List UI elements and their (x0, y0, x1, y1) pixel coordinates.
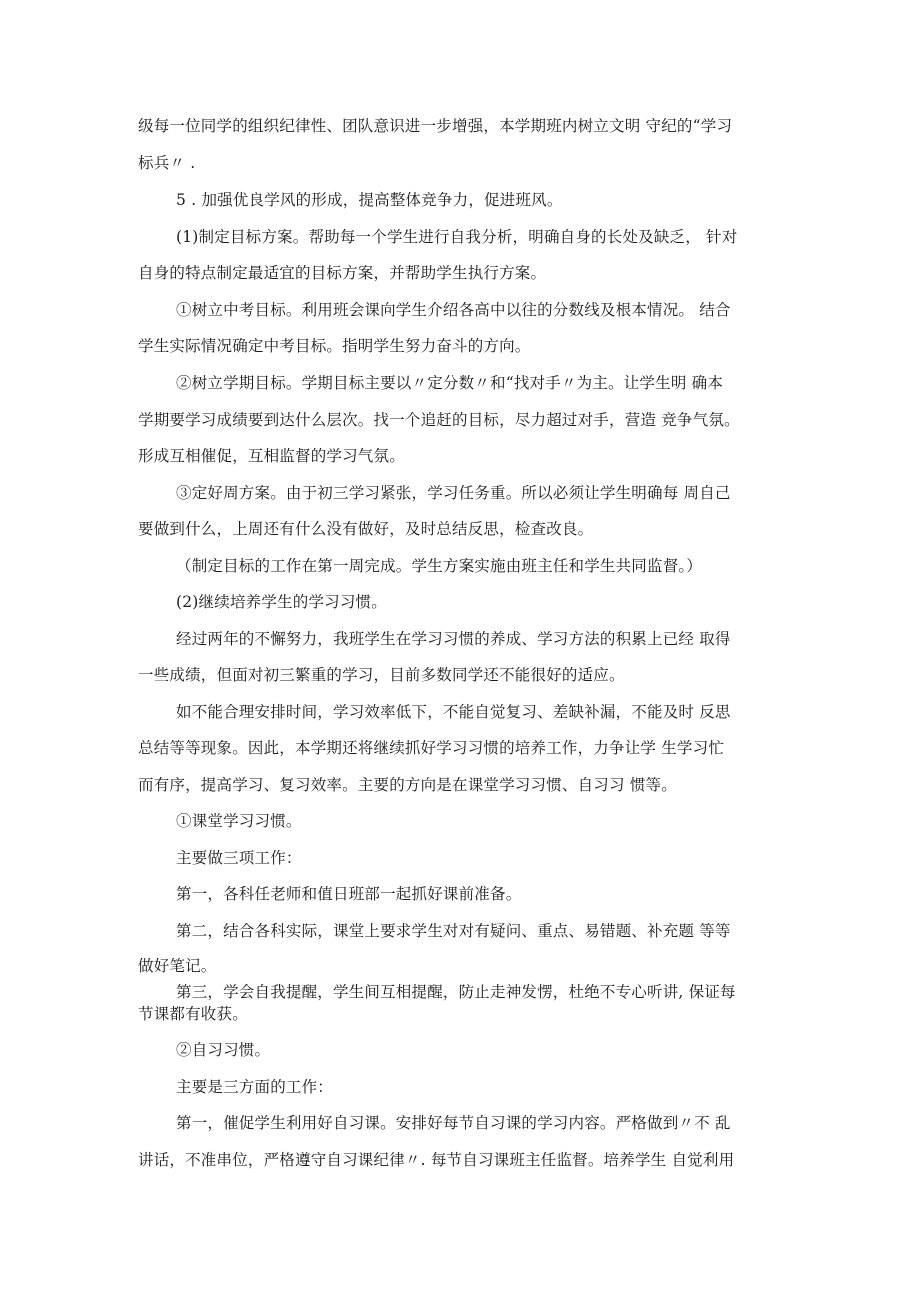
paragraph-line: 一些成绩，但面对初三繁重的学习，目前多数同学还不能很好的适应。 (138, 666, 625, 684)
paragraph-line: 形成互相催促，互相监督的学习气氛。 (138, 447, 405, 465)
paragraph-line: 节课都有收获。 (138, 1005, 248, 1023)
paragraph-line: 经过两年的不懈努力，我班学生在学习习惯的养成、学习方法的积累上已经 取得 (176, 630, 731, 648)
paragraph-line: 级每一位同学的组织纪律性、团队意识进一步增强，本学期班内树立文明 守纪的“学习 (138, 117, 733, 135)
section-heading: 5 . 加强优良学风的形成，提高整体竞争力，促进班风。 (176, 191, 563, 209)
paragraph-line: 第一，各科任老师和值日班部一起抓好课前准备。 (176, 885, 522, 903)
list-item: ①课堂学习习惯。 (176, 812, 302, 830)
subsection-heading: (2)继续培养学生的学习习惯。 (176, 593, 387, 611)
subsection-heading: (1)制定目标方案。帮助每一个学生进行自我分析，明确自身的长处及缺乏， 针对 (176, 228, 738, 246)
list-item: ①树立中考目标。利用班会课向学生介绍各高中以往的分数线及根本情况。 结合 (176, 301, 731, 319)
paragraph-line: 主要是三方面的工作： (176, 1078, 334, 1096)
paragraph-line: 要做到什么，上周还有什么没有做好，及时总结反思，检查改良。 (138, 520, 594, 538)
paragraph-line: 第二，结合各科实际，课堂上要求学生对对有疑问、重点、易错题、补充题 等等 (176, 922, 731, 940)
paragraph-line: 主要做三项工作： (176, 849, 302, 867)
list-item: ②自习习惯。 (176, 1041, 271, 1059)
paragraph-line: 自身的特点制定最适宜的目标方案，并帮助学生执行方案。 (138, 264, 547, 282)
paragraph-line: 第三，学会自我提醒，学生间互相提醒，防止走神发愣，杜绝不专心听讲, 保证每 (176, 983, 736, 1001)
paragraph-line: 总结等等现象。因此，本学期还将继续抓好学习习惯的培养工作，力争让学 生学习忙 (138, 739, 725, 757)
paragraph-line: 而有序，提高学习、复习效率。主要的方向是在课堂学习习惯、自习习 惯等。 (138, 776, 677, 794)
list-item: ②树立学期目标。学期目标主要以〃定分数〃和“找对手〃为主。让学生明 确本 (176, 374, 724, 392)
paragraph-line: 标兵〃 . (138, 154, 196, 172)
paragraph-line: 学生实际情况确定中考目标。指明学生努力奋斗的方向。 (138, 337, 531, 355)
note-line: （制定目标的工作在第一周完成。学生方案实施由班主任和学生共同监督。） (176, 557, 703, 575)
paragraph-line: 如不能合理安排时间，学习效率低下，不能自觉复习、差缺补漏，不能及时 反思 (176, 703, 731, 721)
paragraph-line: 做好笔记。 (138, 957, 217, 975)
paragraph-line: 学期要学习成绩要到达什么层次。找一个追赶的目标，尽力超过对手，营造 竞争气氛。 (138, 411, 740, 429)
paragraph-line: 讲话，不准串位，严格遵守自习课纪律〃. 每节自习课班主任监督。培养学生 自觉利用 (138, 1151, 735, 1169)
list-item: ③定好周方案。由于初三学习紧张，学习任务重。所以必须让学生明确每 周自己 (176, 484, 731, 502)
paragraph-line: 第一，催促学生利用好自习课。安排好每节自习课的学习内容。严格做到〃不 乱 (176, 1114, 731, 1132)
